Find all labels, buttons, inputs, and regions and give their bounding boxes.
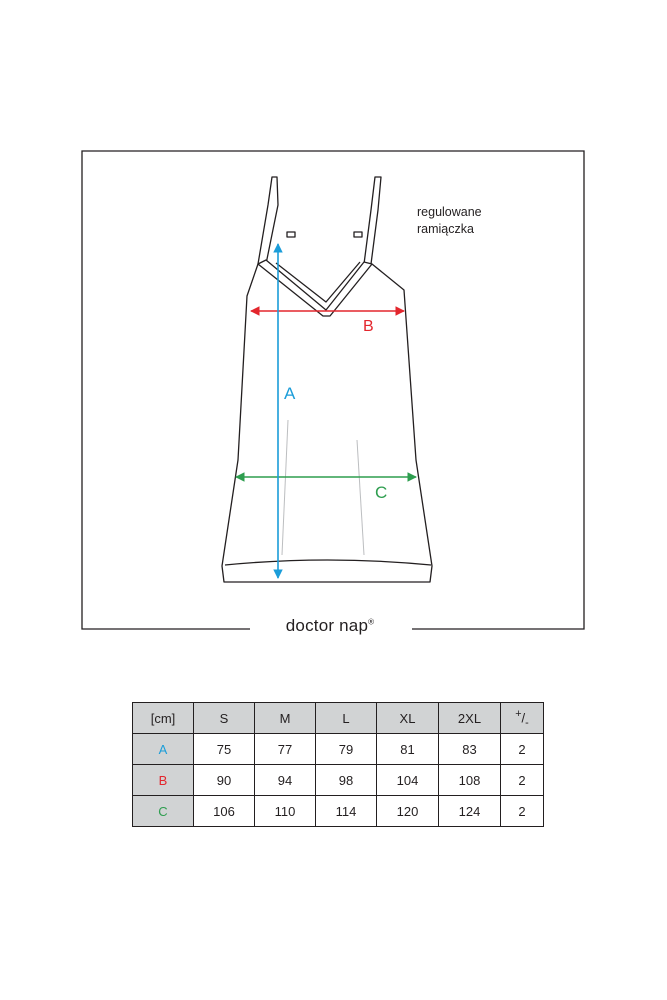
- label-c: C: [375, 483, 388, 502]
- table-cell: 81: [377, 734, 439, 765]
- label-a: A: [284, 384, 296, 403]
- strap-note-line1: regulowane: [417, 205, 482, 219]
- slip-dress-outline: [222, 177, 432, 582]
- table-row: [133, 734, 544, 765]
- size-header-l: L: [316, 703, 377, 734]
- fold-line-left: [282, 420, 288, 555]
- size-header-2xl: 2XL: [439, 703, 501, 734]
- left-strap-slider: [287, 232, 295, 237]
- strap-note-line2: ramiączka: [417, 222, 474, 236]
- tolerance-cell: 2: [501, 765, 544, 796]
- table-cell: 94: [255, 765, 316, 796]
- table-cell: 98: [316, 765, 377, 796]
- table-row: [133, 765, 544, 796]
- table-cell: 124: [439, 796, 501, 827]
- table-cell: 120: [377, 796, 439, 827]
- unit-header: [cm]: [133, 703, 194, 734]
- size-header-xl: XL: [377, 703, 439, 734]
- size-table: [132, 702, 544, 827]
- right-strap-slider: [354, 232, 362, 237]
- table-cell: 79: [316, 734, 377, 765]
- right-strap: [364, 177, 381, 264]
- row-label-a: A: [133, 734, 194, 765]
- table-header-row: [133, 703, 544, 734]
- table-cell: 104: [377, 765, 439, 796]
- tolerance-cell: 2: [501, 796, 544, 827]
- table-cell: 114: [316, 796, 377, 827]
- table-cell: 83: [439, 734, 501, 765]
- tolerance-header: $^+/_-$: [501, 703, 544, 734]
- table-cell: 110: [255, 796, 316, 827]
- row-label-b: B: [133, 765, 194, 796]
- brand-logo: [250, 616, 410, 636]
- table-cell: 108: [439, 765, 501, 796]
- frame-border: [82, 151, 584, 629]
- table-cell: 77: [255, 734, 316, 765]
- fold-line-right: [357, 440, 364, 555]
- row-label-c: C: [133, 796, 194, 827]
- left-strap: [258, 177, 278, 264]
- size-header-m: M: [255, 703, 316, 734]
- table-row: [133, 796, 544, 827]
- size-header-s: S: [194, 703, 255, 734]
- brand-name: doctor nap: [285, 616, 369, 635]
- table-cell: 90: [194, 765, 255, 796]
- strap-note: [417, 204, 482, 238]
- hem-band: [225, 560, 431, 565]
- registered-mark: ®: [368, 617, 375, 627]
- label-b: B: [363, 318, 374, 335]
- table-cell: 106: [194, 796, 255, 827]
- tolerance-cell: 2: [501, 734, 544, 765]
- table-cell: 75: [194, 734, 255, 765]
